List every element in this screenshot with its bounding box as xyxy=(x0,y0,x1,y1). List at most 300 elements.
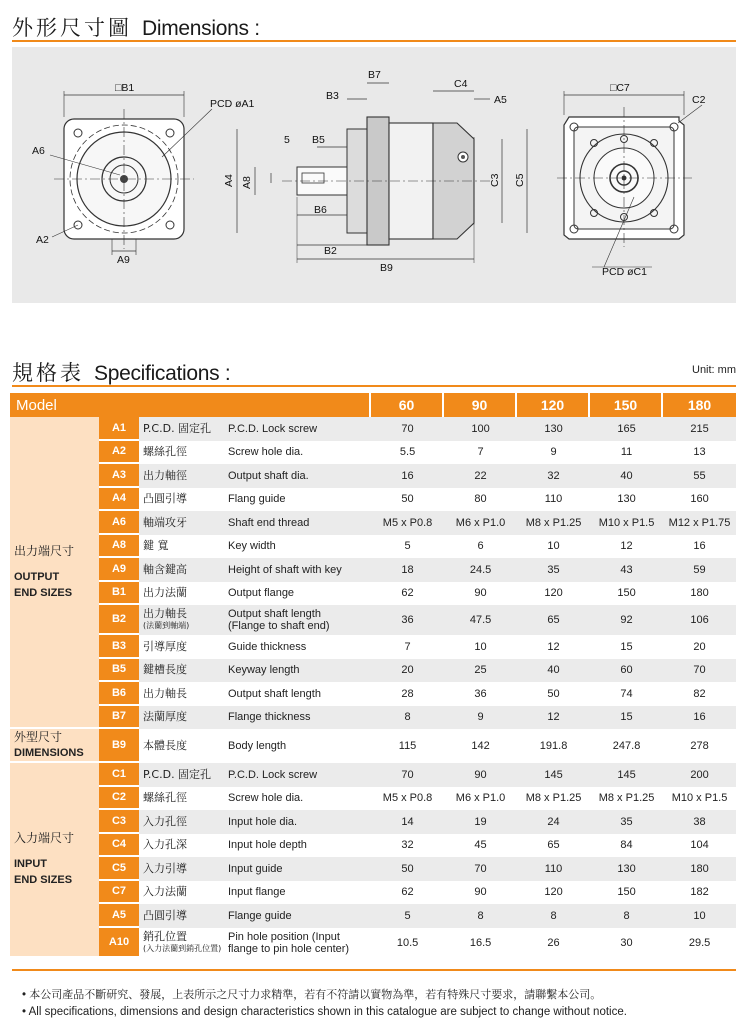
label-a9: A9 xyxy=(117,254,130,266)
value-cell: 47.5 xyxy=(444,605,517,635)
value-cell: 110 xyxy=(544,493,563,506)
row-name-en-text: Input guide xyxy=(228,862,283,875)
size-header: 60 xyxy=(371,393,444,417)
value-cell: 19 xyxy=(444,810,517,834)
row-name-zh xyxy=(139,464,226,488)
row-name-en xyxy=(226,441,371,465)
row-name-zh-text: 螺絲孔徑 xyxy=(143,445,187,459)
spec-row-b6 xyxy=(10,682,736,706)
row-name-zh xyxy=(139,682,226,706)
row-name-en-text: Body length xyxy=(228,740,287,752)
row-name-en xyxy=(226,881,371,905)
value-cell: 12 xyxy=(547,640,560,653)
row-name-zh xyxy=(139,881,226,905)
row-name-zh-text: 入力孔徑 xyxy=(143,814,187,828)
row-name-zh-text: 法蘭厚度 xyxy=(143,710,187,724)
value-cell: 70 xyxy=(371,763,444,787)
value-cell: 5 xyxy=(404,540,411,553)
row-name-en xyxy=(226,488,371,512)
value-cell: 16 xyxy=(371,464,444,488)
value-cell: 200 xyxy=(663,763,736,787)
dimensions-title xyxy=(12,12,260,42)
row-code: B2 xyxy=(99,605,139,635)
label-c2: C2 xyxy=(692,94,706,106)
group-dims xyxy=(10,729,99,763)
value-cell: 8 xyxy=(590,904,663,928)
value-cell: 247.8 xyxy=(612,740,641,752)
row-name-en xyxy=(226,834,371,858)
value-cell: 40 xyxy=(517,659,590,683)
value-cell: 74 xyxy=(620,687,633,700)
label-a4: A4 xyxy=(223,174,235,187)
row-name-en-text: Flange guide xyxy=(228,909,292,922)
row-name-zh xyxy=(139,763,226,787)
group-input xyxy=(10,763,99,958)
row-code: C2 xyxy=(99,787,139,811)
value-cell: 62 xyxy=(401,886,414,899)
row-name-en xyxy=(226,729,371,763)
row-name-en-text: Screw hole dia. xyxy=(228,446,304,459)
value-cell: M5 x P0.8 xyxy=(382,792,433,805)
spec-table xyxy=(10,393,736,958)
row-name-zh-text: 出力軸徑 xyxy=(143,468,187,482)
spec-row-a6 xyxy=(10,511,736,535)
row-name-en xyxy=(226,464,371,488)
value-cell: 43 xyxy=(590,558,663,582)
row-code: A5 xyxy=(99,904,139,928)
spec-row-b1 xyxy=(10,582,736,606)
row-name-zh-text: 銷孔位置 xyxy=(143,929,187,943)
value-cell: 10.5 xyxy=(396,936,419,949)
row-name-zh xyxy=(139,605,226,635)
value-cell: 8 xyxy=(444,904,517,928)
row-code: A9 xyxy=(99,558,139,582)
row-code: B7 xyxy=(99,706,139,730)
row-name-zh-text: 入力孔深 xyxy=(143,838,187,852)
value-cell: 22 xyxy=(444,464,517,488)
row-name-zh-text: 本體長度 xyxy=(143,739,187,752)
group-output-en1: OUTPUT xyxy=(14,571,60,583)
row-name-en-text: Output flange xyxy=(228,587,295,600)
value-cell: M8 x P1.25 xyxy=(517,511,590,535)
row-name-zh xyxy=(139,558,226,582)
row-name-en-text: P.C.D. Lock screw xyxy=(228,768,318,781)
row-name-zh-text: 入力法蘭 xyxy=(143,885,187,899)
row-name-zh-text: 凸圓引導 xyxy=(143,492,187,506)
spec-row-c2 xyxy=(10,787,736,811)
value-cell: 28 xyxy=(401,687,414,700)
value-cell: 10 xyxy=(663,904,736,928)
label-a6: A6 xyxy=(32,145,45,157)
row-name-zh-text: 鍵 寬 xyxy=(143,539,169,553)
value-cell: 38 xyxy=(663,810,736,834)
value-cell: 13 xyxy=(693,446,706,459)
value-cell: 145 xyxy=(590,763,663,787)
value-cell: 115 xyxy=(398,740,417,752)
value-cell: 5.5 xyxy=(399,446,416,459)
row-code: C3 xyxy=(99,810,139,834)
row-name-en-text: Key width xyxy=(228,540,276,553)
value-cell: 10 xyxy=(474,640,487,653)
value-cell: 12 xyxy=(620,540,633,553)
row-name-zh xyxy=(139,834,226,858)
row-name-zh-text: 引導厚度 xyxy=(143,639,187,653)
row-name-zh-text: P.C.D. 固定孔 xyxy=(143,421,212,435)
row-name-en xyxy=(226,682,371,706)
group-input-en2: END SIZES xyxy=(14,874,73,887)
value-cell: M10 x P1.5 xyxy=(590,511,663,535)
value-cell: M10 x P1.5 xyxy=(671,792,728,805)
row-name-en xyxy=(226,635,371,659)
value-cell: 145 xyxy=(517,763,590,787)
row-name-en xyxy=(226,810,371,834)
note-en: • All specifications, dimensions and design characteristics shown in this catalogue are subject to change without notice. xyxy=(22,1006,627,1018)
output-flange-view xyxy=(50,91,212,255)
spec-row-b3 xyxy=(10,635,736,659)
row-name-zh xyxy=(139,488,226,512)
row-name-en xyxy=(226,511,371,535)
label-b7: B7 xyxy=(368,69,381,81)
row-code: B5 xyxy=(99,659,139,683)
value-cell: 20 xyxy=(371,659,444,683)
value-cell: 110 xyxy=(517,857,590,881)
row-name-en-text: Flang guide xyxy=(228,493,286,506)
value-cell: 45 xyxy=(474,839,487,852)
row-name-en xyxy=(226,582,371,606)
row-code: C1 xyxy=(99,763,139,787)
specs-title xyxy=(12,357,230,387)
value-cell: 15 xyxy=(590,706,663,730)
value-cell: 150 xyxy=(617,587,636,600)
group-dims-en: DIMENSIONS xyxy=(14,747,84,759)
value-cell: 180 xyxy=(690,587,709,600)
row-name-zh xyxy=(139,417,226,441)
value-cell: 130 xyxy=(517,417,590,441)
row-name-en xyxy=(226,417,371,441)
value-cell: 50 xyxy=(401,493,414,506)
gearbox-side-view xyxy=(237,83,527,263)
row-name-en xyxy=(226,904,371,928)
value-cell: 80 xyxy=(474,493,487,506)
row-name-zh-sub: (法蘭到軸端) xyxy=(143,621,190,630)
value-cell: 26 xyxy=(547,936,560,949)
value-cell: 30 xyxy=(620,936,633,949)
value-cell: M6 x P1.0 xyxy=(455,792,506,805)
value-cell: 8 xyxy=(517,904,590,928)
row-code: A8 xyxy=(99,535,139,559)
label-a2: A2 xyxy=(36,234,49,246)
spec-row-b9 xyxy=(10,729,736,763)
spec-row-b7 xyxy=(10,706,736,730)
value-cell: 90 xyxy=(474,587,487,600)
dimensions-rule xyxy=(12,40,736,42)
spec-row-a3 xyxy=(10,464,736,488)
value-cell: 65 xyxy=(547,839,560,852)
value-cell: 50 xyxy=(371,857,444,881)
row-code: A2 xyxy=(99,441,139,465)
value-cell: 104 xyxy=(690,839,709,852)
row-name-en-text-2: flange to pin hole center) xyxy=(228,942,350,955)
row-name-en-text: Pin hole position (Input xyxy=(228,930,340,943)
value-cell: 40 xyxy=(590,464,663,488)
value-cell: 7 xyxy=(477,446,484,459)
dimensions-title-en: Dimensions : xyxy=(142,17,260,40)
value-cell: 70 xyxy=(663,659,736,683)
value-cell: 15 xyxy=(620,640,633,653)
spec-row-a1 xyxy=(10,417,736,441)
value-cell: 12 xyxy=(517,706,590,730)
row-code: B3 xyxy=(99,635,139,659)
row-name-zh xyxy=(139,810,226,834)
row-name-zh xyxy=(139,904,226,928)
label-pcd-c1: PCD øC1 xyxy=(602,266,647,278)
label-pcd-a1: PCD øA1 xyxy=(210,98,255,110)
value-cell: 14 xyxy=(371,810,444,834)
value-cell: 35 xyxy=(517,558,590,582)
model-header: Model xyxy=(10,393,371,417)
row-name-zh-text: 軸端攻牙 xyxy=(143,515,187,529)
value-cell: 84 xyxy=(620,839,633,852)
row-name-en-text: Input flange xyxy=(228,886,286,899)
value-cell: 70 xyxy=(444,857,517,881)
row-name-zh xyxy=(139,787,226,811)
value-cell: 82 xyxy=(693,687,706,700)
value-cell: 35 xyxy=(590,810,663,834)
value-cell: 215 xyxy=(663,417,736,441)
group-output-zh: 出力端尺寸 xyxy=(14,544,75,558)
row-code: B6 xyxy=(99,682,139,706)
value-cell: 16 xyxy=(693,540,706,553)
spec-row-c5 xyxy=(10,857,736,881)
row-name-en-text: Output shaft length xyxy=(228,608,321,620)
row-code: C4 xyxy=(99,834,139,858)
value-cell: 120 xyxy=(544,587,563,600)
value-cell: 20 xyxy=(693,640,706,653)
label-5: 5 xyxy=(284,134,290,146)
group-input-zh: 入力端尺寸 xyxy=(14,831,75,846)
value-cell: 65 xyxy=(517,605,590,635)
value-cell: 7 xyxy=(404,640,411,653)
row-name-en-text: Guide thickness xyxy=(228,640,307,653)
row-name-en xyxy=(226,535,371,559)
table-header-row xyxy=(10,393,736,417)
group-output-en2: END SIZES xyxy=(14,587,73,599)
value-cell: 60 xyxy=(590,659,663,683)
spec-row-a9 xyxy=(10,558,736,582)
row-name-zh-text: P.C.D. 固定孔 xyxy=(143,767,212,781)
spec-row-c3 xyxy=(10,810,736,834)
specs-rule xyxy=(12,385,736,387)
value-cell: 36 xyxy=(371,605,444,635)
row-name-en xyxy=(226,659,371,683)
value-cell: 100 xyxy=(444,417,517,441)
dimension-drawing xyxy=(12,47,736,303)
value-cell: M5 x P0.8 xyxy=(371,511,444,535)
value-cell: 32 xyxy=(517,464,590,488)
value-cell: 180 xyxy=(663,857,736,881)
row-name-zh xyxy=(139,511,226,535)
row-name-zh xyxy=(139,857,226,881)
value-cell: 191.8 xyxy=(539,740,568,752)
spec-row-a10 xyxy=(10,928,736,958)
label-c4: C4 xyxy=(454,78,468,90)
label-a5: A5 xyxy=(494,94,507,106)
row-name-en-text: Flange thickness xyxy=(228,711,311,724)
value-cell: 24 xyxy=(517,810,590,834)
input-flange-view xyxy=(557,91,702,267)
value-cell: 16 xyxy=(663,706,736,730)
value-cell: 5 xyxy=(371,904,444,928)
row-code: B1 xyxy=(99,582,139,606)
row-code: A10 xyxy=(99,928,139,958)
spec-row-a4 xyxy=(10,488,736,512)
value-cell: M12 x P1.75 xyxy=(663,511,736,535)
value-cell: 9 xyxy=(550,446,557,459)
row-name-zh-text: 凸圓引導 xyxy=(143,908,187,922)
label-b2: B2 xyxy=(324,245,337,257)
value-cell: 36 xyxy=(474,687,487,700)
note-zh-text: 本公司產品不斷研究、發展，上表所示之尺寸力求精準，若有不符請以實物為準，若有特殊尺寸要求，請聯繫本公司。 xyxy=(29,988,602,1001)
size-header: 150 xyxy=(590,393,663,417)
row-name-en xyxy=(226,857,371,881)
label-b5: B5 xyxy=(312,134,325,146)
row-name-en-text: P.C.D. Lock screw xyxy=(228,422,318,435)
row-name-zh-text: 出力軸長 xyxy=(143,607,187,620)
value-cell: 8 xyxy=(371,706,444,730)
group-dims-zh: 外型尺寸 xyxy=(14,730,63,744)
row-name-en-text: Input hole dia. xyxy=(228,815,298,828)
row-name-zh-text: 入力引導 xyxy=(143,861,187,875)
row-name-en-text: Screw hole dia. xyxy=(228,792,304,805)
row-name-zh xyxy=(139,928,226,958)
row-name-zh xyxy=(139,729,226,763)
spec-row-a2 xyxy=(10,441,736,465)
label-b6: B6 xyxy=(314,204,327,216)
value-cell: 59 xyxy=(663,558,736,582)
value-cell: 92 xyxy=(590,605,663,635)
value-cell: 29.5 xyxy=(688,936,711,949)
label-c3: C3 xyxy=(489,173,501,187)
size-header: 90 xyxy=(444,393,517,417)
spec-row-b5 xyxy=(10,659,736,683)
row-code: B9 xyxy=(99,729,139,763)
value-cell: 106 xyxy=(663,605,736,635)
row-name-en xyxy=(226,605,371,635)
value-cell: 62 xyxy=(401,587,414,600)
row-name-en xyxy=(226,706,371,730)
row-name-zh xyxy=(139,706,226,730)
row-code: A3 xyxy=(99,464,139,488)
row-name-zh xyxy=(139,635,226,659)
dimension-drawing-svg xyxy=(12,47,736,303)
spec-row-c4 xyxy=(10,834,736,858)
row-name-zh xyxy=(139,582,226,606)
note-zh: • 本公司產品不斷研究、發展，上表所示之尺寸力求精準，若有不符請以實物為準，若有特殊尺寸要求，請聯繫本公司。 xyxy=(22,988,602,1001)
value-cell: 9 xyxy=(444,706,517,730)
row-name-en-text: Output shaft length xyxy=(228,687,321,700)
unit-label: Unit: mm xyxy=(692,364,736,376)
row-name-en-text: Output shaft dia. xyxy=(228,469,309,482)
size-header: 120 xyxy=(517,393,590,417)
spec-row-c7 xyxy=(10,881,736,905)
value-cell: 90 xyxy=(444,763,517,787)
specs-title-en: Specifications : xyxy=(94,362,231,385)
row-code: C5 xyxy=(99,857,139,881)
label-a8: A8 xyxy=(241,176,253,189)
value-cell: 32 xyxy=(401,839,414,852)
row-name-en-text: Height of shaft with key xyxy=(228,563,342,576)
row-name-zh-text: 鍵槽長度 xyxy=(143,663,187,677)
row-name-en xyxy=(226,787,371,811)
note-en-text: All specifications, dimensions and design characteristics shown in this catalogue are subject to change without notice. xyxy=(28,1006,627,1018)
label-c7: □C7 xyxy=(610,82,630,94)
value-cell: 6 xyxy=(477,540,484,553)
row-code: C7 xyxy=(99,881,139,905)
row-name-zh-text: 出力軸長 xyxy=(143,686,187,700)
dimensions-title-zh: 外形尺寸圖 xyxy=(12,16,132,40)
value-cell: M8 x P1.25 xyxy=(525,792,582,805)
value-cell: 120 xyxy=(544,886,563,899)
spec-row-c1 xyxy=(10,763,736,787)
spec-row-b2 xyxy=(10,605,736,635)
value-cell: 24.5 xyxy=(444,558,517,582)
value-cell: 25 xyxy=(444,659,517,683)
row-name-zh xyxy=(139,659,226,683)
row-name-zh-sub: (入力法蘭到銷孔位置) xyxy=(143,943,222,953)
row-name-zh-text: 螺絲孔徑 xyxy=(143,791,187,805)
row-name-zh-text: 軸含鍵高 xyxy=(143,562,187,576)
row-name-en xyxy=(226,763,371,787)
bottom-rule xyxy=(12,969,736,971)
value-cell: 182 xyxy=(690,886,709,899)
value-cell: 11 xyxy=(620,446,633,459)
label-b9: B9 xyxy=(380,262,393,274)
group-output xyxy=(10,417,99,729)
label-b1: □B1 xyxy=(115,82,135,94)
row-code: A6 xyxy=(99,511,139,535)
value-cell: 150 xyxy=(617,886,636,899)
label-c5: C5 xyxy=(514,173,526,187)
value-cell: 130 xyxy=(590,857,663,881)
row-code: A1 xyxy=(99,417,139,441)
row-name-en-text: Input hole depth xyxy=(228,839,307,852)
row-name-en xyxy=(226,558,371,582)
value-cell: 142 xyxy=(471,740,490,752)
row-code: A4 xyxy=(99,488,139,512)
group-input-en1: INPUT xyxy=(14,858,47,871)
spec-row-a5 xyxy=(10,904,736,928)
value-cell: 10 xyxy=(547,540,560,553)
spec-row-a8 xyxy=(10,535,736,559)
value-cell: 165 xyxy=(590,417,663,441)
row-name-en-text: Keyway length xyxy=(228,664,300,677)
row-name-en-text: Shaft end thread xyxy=(228,516,310,529)
value-cell: 18 xyxy=(371,558,444,582)
value-cell: 50 xyxy=(547,687,560,700)
value-cell: 130 xyxy=(617,493,636,506)
value-cell: M6 x P1.0 xyxy=(444,511,517,535)
value-cell: 278 xyxy=(690,740,709,752)
row-name-zh xyxy=(139,535,226,559)
row-name-en-text-2: (Flange to shaft end) xyxy=(228,620,330,632)
row-name-zh xyxy=(139,441,226,465)
value-cell: 55 xyxy=(663,464,736,488)
label-b3: B3 xyxy=(326,90,339,102)
row-name-en xyxy=(226,928,371,958)
size-header: 180 xyxy=(663,393,736,417)
specs-title-zh: 規格表 xyxy=(12,361,84,385)
value-cell: 70 xyxy=(371,417,444,441)
